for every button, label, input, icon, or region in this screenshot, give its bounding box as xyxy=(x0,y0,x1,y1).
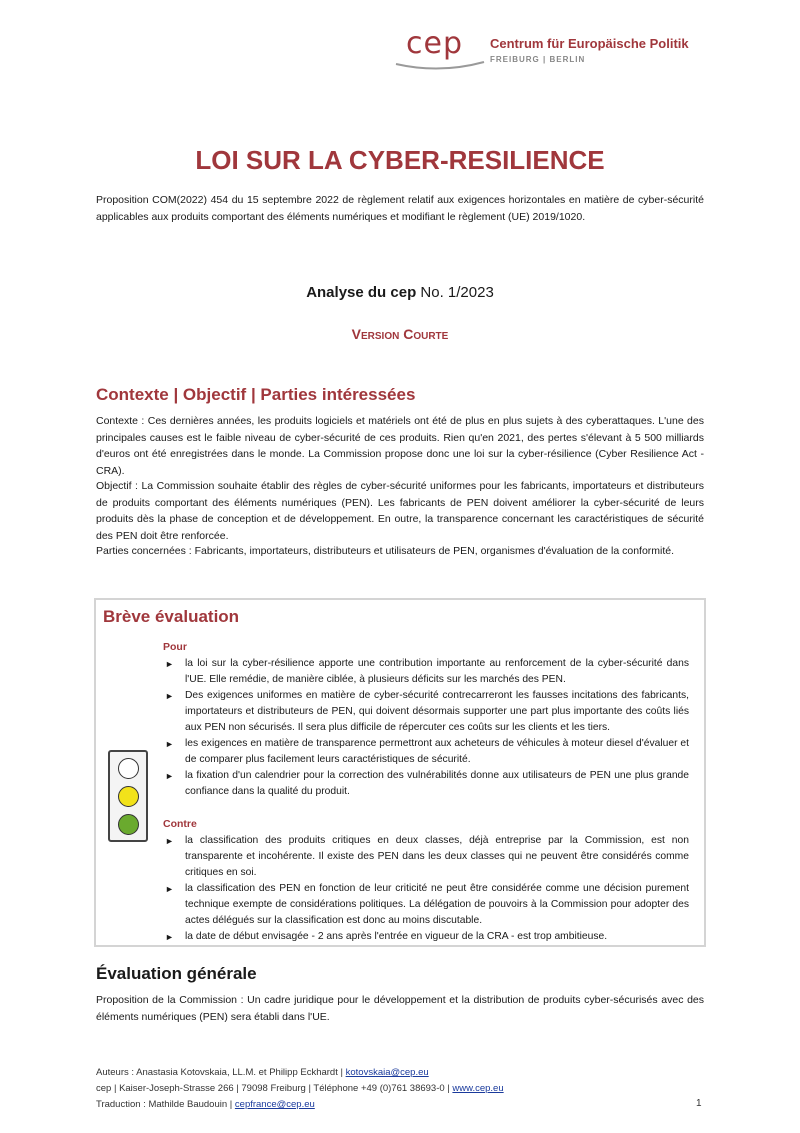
analysis-line xyxy=(0,284,800,301)
cep-logo xyxy=(392,22,712,72)
general-heading: Évaluation générale xyxy=(96,964,257,983)
traffic-light-icon xyxy=(108,750,148,842)
website-link[interactable]: www.cep.eu xyxy=(452,1083,504,1094)
general-text: Proposition de la Commission : Un cadre juridique pour le développement et la distribution de produits cyber-sécurisés avec des éléments numériques (PEN) sera établi dans l'UE. xyxy=(96,994,704,1023)
logo-mark: cep xyxy=(406,26,463,61)
parties-label: Parties concernées : xyxy=(96,545,192,557)
proposal-reference: Proposition COM(2022) 454 du 15 septembre 2022 de règlement relatif aux exigences horizontales en matière de cyber-sécurité applicables aux produits comportant des éléments numériques et modifiant le règlement (UE) 2019/1020. xyxy=(96,194,704,223)
pour-label: Pour xyxy=(163,641,187,653)
evaluation-box xyxy=(94,598,706,947)
parties-text: Fabricants, importateurs, distributeurs et utilisateurs de PEN, organismes d'évaluation de la conformité. xyxy=(194,545,675,557)
bullet-icon: ► xyxy=(165,932,174,942)
contexte-text: Ces dernières années, les produits logiciels et matériels ont été de plus en plus sujets à des cyberattaques. L'une des principales causes est le faible niveau de cyber-sécurité de ces produits. Rien qu'en 2021, des pertes s'élevant à 5 500 milliards d'euros ont été enregistrées dans le monde. La Commission propose donc une loi sur la cyber-résilience (Cyber Resilience Act - CRA). xyxy=(96,415,704,477)
objectif-paragraph xyxy=(96,478,704,544)
light-bottom xyxy=(118,814,139,835)
bullet-icon: ► xyxy=(165,836,174,846)
logo-org-name: Centrum für Europäische Politik xyxy=(490,36,689,51)
footer-translation: Traduction : Mathilde Baudouin | cepfrance@cep.eu xyxy=(96,1099,315,1110)
bullet-icon: ► xyxy=(165,884,174,894)
pour-item: ► les exigences en matière de transparence permettront aux acheteurs de véhicules à moteur diesel d'évaluer et de comparer plus facilement leurs caractéristiques de sécurité. xyxy=(165,738,689,765)
contre-item: ► la classification des produits critiques en deux classes, déjà entreprise par la Commission, est non transparente et incohérente. Il existe des PEN dans les deux classes qui ne peuvent être considérés comme critiques en soi. xyxy=(165,835,689,878)
page-number: 1 xyxy=(696,1098,702,1109)
authors-email-link[interactable]: kotovskaia@cep.eu xyxy=(345,1067,429,1078)
objectif-text: La Commission souhaite établir des règles de cyber-sécurité uniformes pour les fabricants, importateurs et distributeurs de produits comportant des éléments numériques (PEN). Les fabricants de PEN doivent améliorer la cyber-sécurité de leurs produits dès la phase de conception et de développement. En outre, la transparence concernant les caractéristiques de sécurité des PEN doit être renforcée. xyxy=(96,480,705,542)
contre-label: Contre xyxy=(163,818,197,830)
contexte-label: Contexte : xyxy=(96,415,145,427)
pour-list xyxy=(163,656,689,800)
analysis-number: No. 1/2023 xyxy=(420,284,494,301)
footer-authors: Auteurs : Anastasia Kotovskaia, LL.M. et Philipp Eckhardt | kotovskaia@cep.eu xyxy=(96,1067,429,1078)
contre-list xyxy=(163,833,689,945)
contre-item: ► la classification des PEN en fonction de leur criticité ne peut être considérée comme une décision purement technique exempte de considérations politiques. La délégation de pouvoirs à la Commission pour adopter des actes délégués sur la classification est donc au moins discutable. xyxy=(165,883,689,926)
light-middle xyxy=(118,786,139,807)
light-top xyxy=(118,758,139,779)
parties-paragraph xyxy=(96,543,704,560)
pour-item: ► la loi sur la cyber-résilience apporte une contribution importante au renforcement de la cyber-sécurité dans l'UE. Elle remédie, de manière ciblée, à plusieurs déficits sur les marchés des PEN. xyxy=(165,658,689,685)
objectif-label: Objectif : xyxy=(96,480,138,492)
bullet-icon: ► xyxy=(165,771,174,781)
bullet-icon: ► xyxy=(165,691,174,701)
bullet-icon: ► xyxy=(165,659,174,669)
contre-item: ► la date de début envisagée - 2 ans après l'entrée en vigueur de la CRA - est trop ambitieuse. xyxy=(163,929,689,945)
pour-item: ► la fixation d'un calendrier pour la correction des vulnérabilités donne aux utilisateurs de PEN une plus grande confiance dans la qualité du produit. xyxy=(165,770,689,797)
evaluation-heading: Brève évaluation xyxy=(103,607,240,626)
bullet-icon: ► xyxy=(165,739,174,749)
logo-cities: FREIBURG | BERLIN xyxy=(490,55,586,64)
contexte-paragraph xyxy=(96,413,704,479)
context-heading: Contexte | Objectif | Parties intéressées xyxy=(96,385,416,404)
analysis-label: Analyse du cep xyxy=(306,284,417,301)
document-title: LOI SUR LA CYBER-RESILIENCE xyxy=(195,145,605,175)
footer-address: cep | Kaiser-Joseph-Strasse 266 | 79098 Freiburg | Téléphone +49 (0)761 38693-0 | www.cep.eu xyxy=(96,1083,504,1094)
translation-email-link[interactable]: cepfrance@cep.eu xyxy=(234,1099,315,1110)
pour-item: ► Des exigences uniformes en matière de cyber-sécurité contrecarreront les fausses incitations des fabricants, importateurs et distributeurs de PEN, qui doivent désormais supporter une part plus importante des coûts liés aux PEN non sécurisés. Il sera plus difficile de répercuter ces coûts sur les clients et les tiers. xyxy=(165,690,689,733)
version-label: Version Courte xyxy=(351,326,449,342)
